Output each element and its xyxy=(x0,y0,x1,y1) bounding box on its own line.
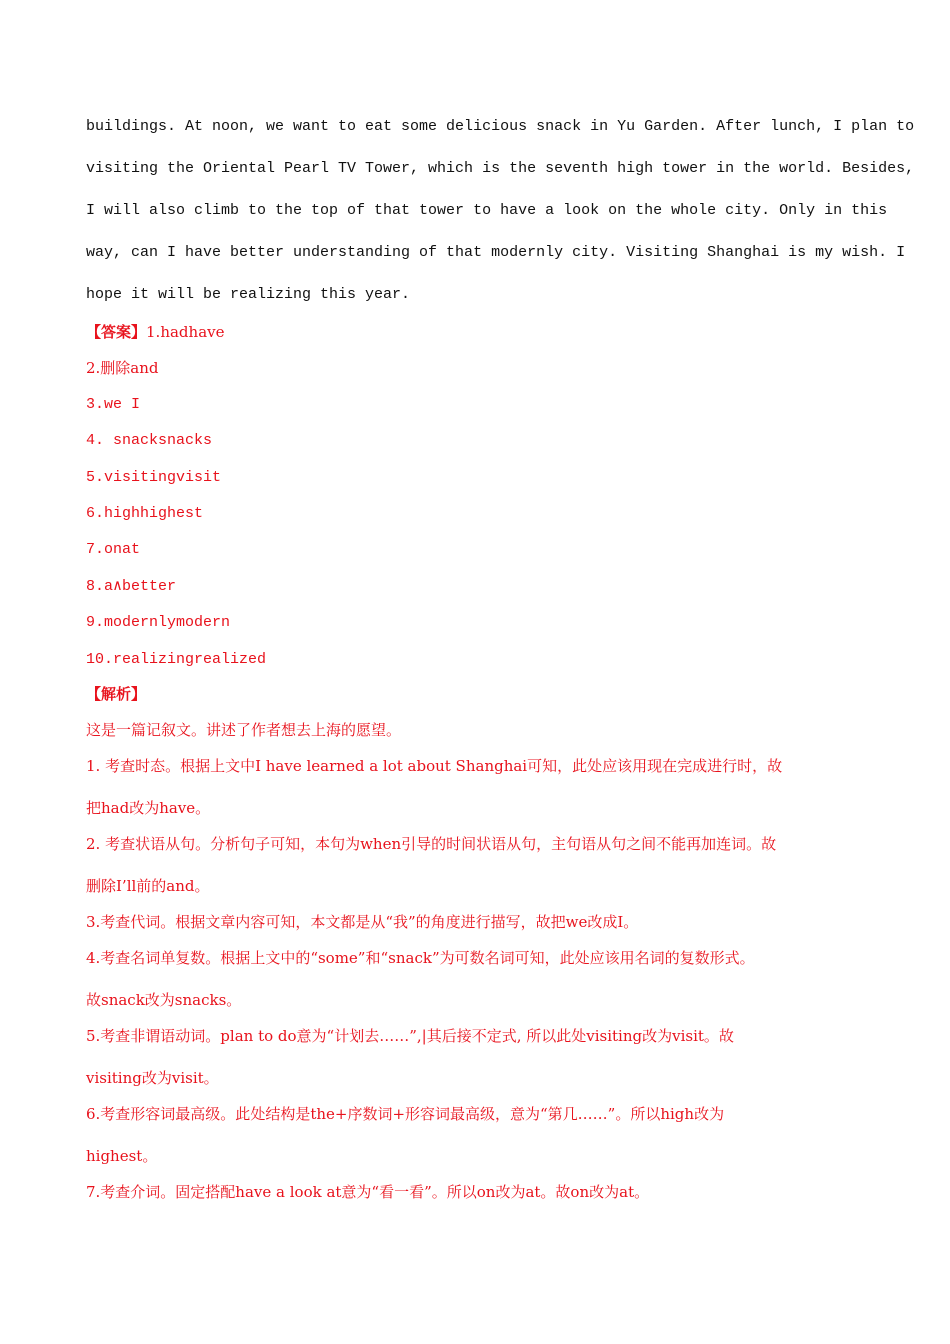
answer-item: 3.we I xyxy=(86,395,141,413)
answer-item: 10.realizingrealized xyxy=(86,650,267,668)
spacer xyxy=(86,708,876,716)
analysis-section xyxy=(86,680,876,1206)
spacer xyxy=(86,1170,876,1178)
answer-item: 5.visitingvisit xyxy=(86,468,222,486)
answer-text: 1.hadhave xyxy=(146,323,225,341)
passage-line: hope it will be realizing this year. xyxy=(86,286,411,303)
analysis-line: 4.考查名词单复数。根据上文中的“some”和“snack”为可数名词可知，此处应该用名词的复数形式。 xyxy=(86,949,755,967)
answer-item: 8.a∧better xyxy=(86,577,177,595)
spacer xyxy=(86,1128,876,1142)
spacer xyxy=(86,1092,876,1100)
answer-item xyxy=(86,320,886,356)
spacer xyxy=(86,936,876,944)
spacer xyxy=(86,1050,876,1064)
analysis-line: highest。 xyxy=(86,1147,158,1165)
answer-item: 7.onat xyxy=(86,541,141,559)
passage-line: I will also climb to the top of that tower to have a look on the whole city. Only in this xyxy=(86,202,888,219)
passage-line: visiting the Oriental Pearl TV Tower, which is the seventh high tower in the world. Besides, xyxy=(86,160,915,177)
answer-item: 9.modernlymodern xyxy=(86,614,231,632)
analysis-line: 删除I’ll前的and。 xyxy=(86,877,210,895)
analysis-line: 2. 考查状语从句。分析句子可知，本句为when引导的时间状语从句，主句语从句之间不能再加连词。故 xyxy=(86,835,777,853)
analysis-line: 7.考查介词。固定搭配have a look at意为“看一看”。所以on改为at。故on改为at。 xyxy=(86,1183,650,1201)
answer-tag: 【答案】 xyxy=(86,323,147,341)
analysis-line: 5.考查非谓语动词。plan to do意为“计划去……”,|其后接不定式, 所以此处visiting改为visit。故 xyxy=(86,1027,734,1045)
spacer xyxy=(86,744,876,752)
analysis-line: visiting改为visit。 xyxy=(86,1069,219,1087)
answer-section xyxy=(86,320,886,684)
analysis-line: 故snack改为snacks。 xyxy=(86,991,242,1009)
spacer xyxy=(86,780,876,794)
answer-item: 6.highhighest xyxy=(86,504,204,522)
answer-item: 4. snacksnacks xyxy=(86,432,213,450)
spacer xyxy=(86,900,876,908)
spacer xyxy=(86,1014,876,1022)
analysis-line: 把had改为have。 xyxy=(86,799,211,817)
spacer xyxy=(86,858,876,872)
spacer xyxy=(86,822,876,830)
analysis-line: 3.考查代词。根据文章内容可知，本文都是从“我”的角度进行描写，故把we改成I。 xyxy=(86,913,639,931)
analysis-line: 6.考查形容词最高级。此处结构是the+序数词+形容词最高级，意为“第几……”。所以high改为 xyxy=(86,1105,725,1123)
passage-text xyxy=(86,110,915,320)
analysis-tag: 【解析】 xyxy=(86,685,147,703)
spacer xyxy=(86,972,876,986)
answer-item: 2.删除and xyxy=(86,359,159,378)
passage-line: buildings. At noon, we want to eat some delicious snack in Yu Garden. After lunch, I plan to xyxy=(86,118,915,135)
analysis-summary: 这是一篇记叙文。讲述了作者想去上海的愿望。 xyxy=(86,721,402,739)
analysis-line: 1. 考查时态。根据上文中I have learned a lot about Shanghai可知，此处应该用现在完成进行时，故 xyxy=(86,757,783,775)
passage-line: way, can I have better understanding of that modernly city. Visiting Shanghai is my wish. I xyxy=(86,244,906,261)
